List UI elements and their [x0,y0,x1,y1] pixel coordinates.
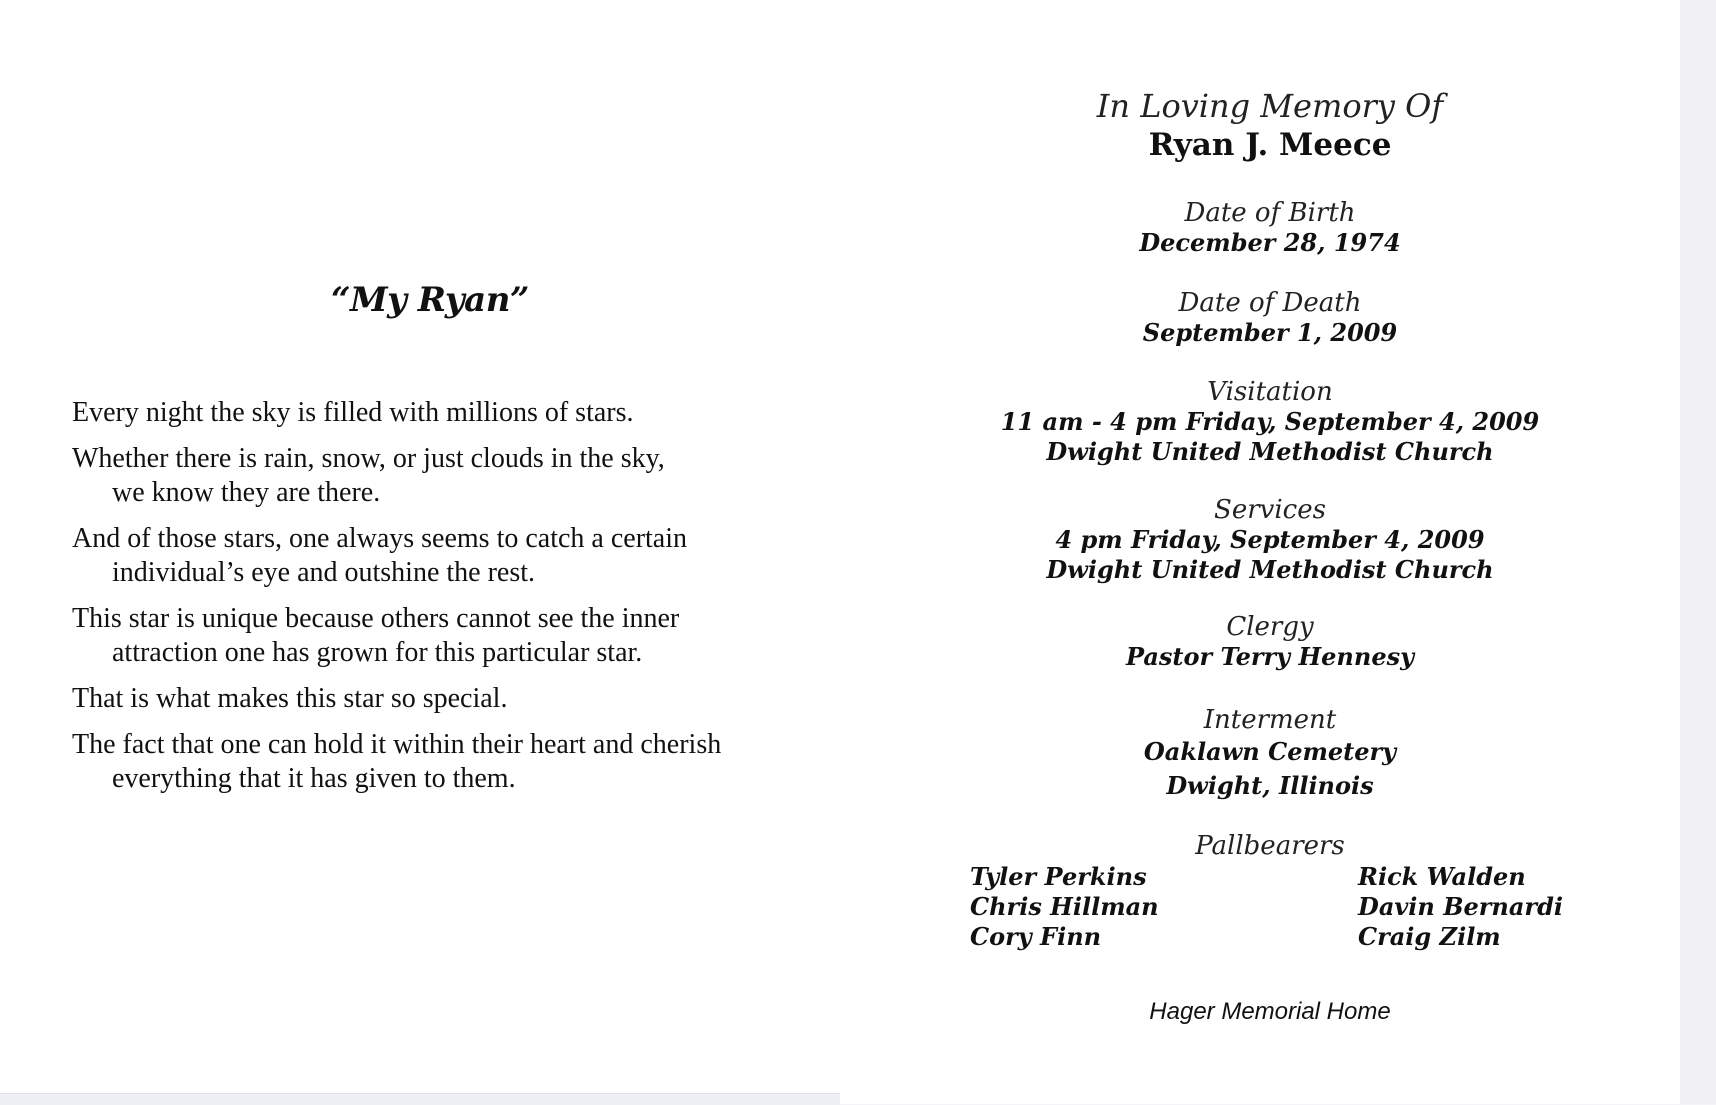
pallbearer-name: Tyler Perkins [970,862,1147,891]
death-block [960,288,1580,348]
scan-right-edge [1680,0,1716,1104]
funeral-home: Hager Memorial Home [1149,998,1391,1025]
services-time: 4 pm Friday, September 4, 2009 [1055,525,1485,554]
interment-block [960,705,1580,803]
visitation-label: Visitation [1207,377,1333,407]
birth-label: Date of Birth [1184,198,1356,228]
services-block [960,495,1580,585]
memorial-heading: In Loving Memory Of [1096,87,1444,125]
pallbearers-left-column [970,862,1159,952]
visitation-place: Dwight United Methodist Church [1046,437,1494,466]
services-label: Services [1214,495,1326,525]
services-place: Dwight United Methodist Church [1046,555,1494,584]
poem-stanza: The fact that one can hold it within their heart and cherish everything that it has given to them. [72,729,722,794]
pallbearer-name: Cory Finn [970,922,1102,951]
pallbearers-block [960,831,1580,861]
pallbearers-label: Pallbearers [1195,831,1345,861]
interment-cemetery: Oaklawn Cemetery [1143,737,1397,766]
poem-body [72,396,792,808]
interment-label: Interment [1203,705,1337,735]
clergy-name: Pastor Terry Hennesy [1125,642,1415,671]
scan-bottom-edge [0,1093,840,1105]
interment-location: Dwight, Illinois [1166,771,1374,800]
pallbearer-name: Davin Bernardi [1358,892,1563,921]
clergy-label: Clergy [1226,612,1314,642]
visitation-block [960,377,1580,467]
poem-stanza: And of those stars, one always seems to catch a certain individual’s eye and outshine the rest. [72,523,688,588]
pallbearer-name: Craig Zilm [1358,922,1501,951]
poem-stanza: That is what makes this star so special. [72,683,508,714]
poem-stanza: Every night the sky is filled with millions of stars. [72,397,634,428]
pallbearers-right-column [1358,862,1563,952]
death-date: September 1, 2009 [1142,318,1398,347]
poem-title: “My Ryan” [330,280,529,320]
poem-stanza: This star is unique because others cannot see the inner attraction one has grown for this particular star. [72,603,680,668]
visitation-time: 11 am - 4 pm Friday, September 4, 2009 [1000,407,1540,436]
memorial-heading-block [960,86,1580,164]
death-label: Date of Death [1178,288,1362,318]
pallbearer-name: Rick Walden [1358,862,1526,891]
pallbearer-name: Chris Hillman [970,892,1159,921]
birth-date: December 28, 1974 [1139,228,1401,257]
poem-stanza: Whether there is rain, snow, or just clouds in the sky, we know they are there. [72,443,665,508]
birth-block [960,198,1580,258]
clergy-block [960,612,1580,672]
deceased-name: Ryan J. Meece [1148,127,1392,163]
